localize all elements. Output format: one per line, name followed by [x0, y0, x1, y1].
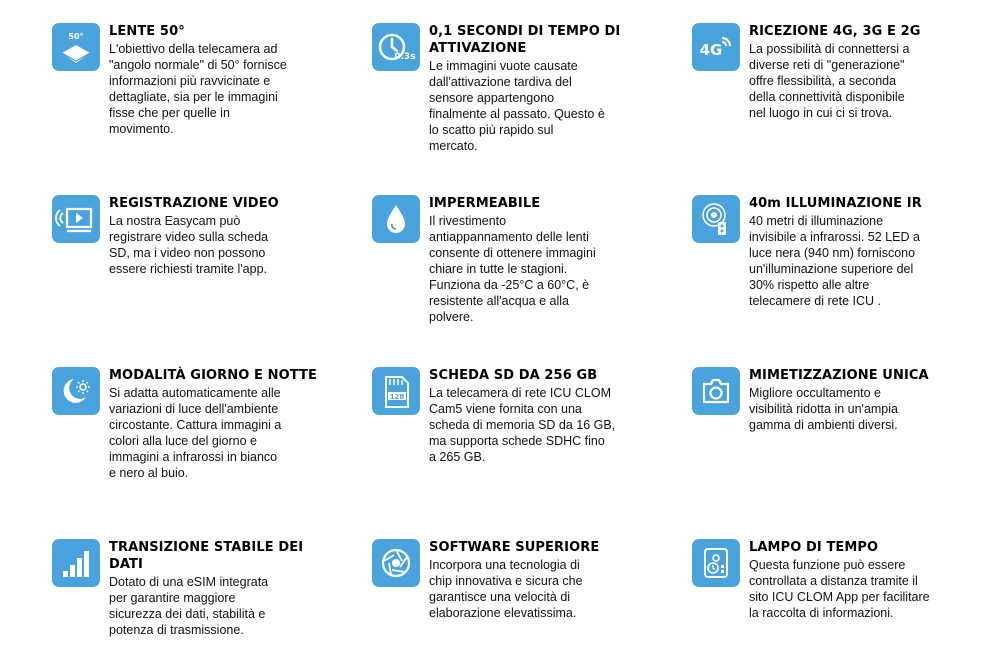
feature-title: SCHEDA SD DA 256 GB [429, 368, 598, 383]
video-record-icon [52, 195, 100, 243]
4g-signal-icon [692, 23, 740, 71]
feature-title: SOFTWARE SUPERIORE [429, 540, 600, 555]
feature-title: 40m ILLUMINAZIONE IR [749, 196, 922, 211]
feature-title: 0,1 SECONDI DI TEMPO DI ATTIVAZIONE [429, 24, 621, 56]
lens-50-icon [52, 23, 100, 71]
ir-illumination-icon [692, 195, 740, 243]
feature-title: REGISTRAZIONE VIDEO [109, 196, 279, 211]
feature-description: Migliore occultamento e visibilità ridotta in un'ampia gamma di ambienti diversi. [749, 386, 898, 432]
feature-title: IMPERMEABILE [429, 196, 541, 211]
feature-description: La possibilità di connettersi a diverse reti di "generazione" offre flessibilità, a seconda della connettività disponibile nel luogo in cui ci si trova. [749, 42, 910, 120]
feature-title: LENTE 50° [109, 24, 185, 39]
camera-icon [692, 367, 740, 415]
svg-text:4G: 4G [699, 41, 723, 59]
feature-description: Incorpora una tecnologia di chip innovativa e sicura che garantisce una velocità di elaborazione elevatissima. [429, 558, 583, 620]
timer-icon [372, 23, 420, 71]
svg-text:0.3s: 0.3s [394, 52, 416, 62]
feature-description: Il rivestimento antiappannamento delle lenti consente di ottenere immagini chiare in tutte le stagioni. Funziona da -25°C a 60°C, è resistente all'acqua e alla polvere. [429, 214, 596, 324]
feature-description: Questa funzione può essere controllata a distanza tramite il sito ICU CLOM App per facilitare la raccolta di informazioni. [749, 558, 930, 620]
feature-description: Dotato di una eSIM integrata per garantire maggiore sicurezza dei dati, stabilità e potenza di trasmissione. [109, 575, 269, 637]
sd-card-icon [372, 367, 420, 415]
feature-title: LAMPO DI TEMPO [749, 540, 879, 555]
feature-description: Si adatta automaticamente alle variazioni di luce dell'ambiente circostante. Cattura immagini a colori alla luce del giorno e immagini a infrarossi in bianco e nero al buio. [109, 386, 282, 480]
feature-description: La telecamera di rete ICU CLOM Cam5 viene fornita con una scheda di memoria SD da 16 GB, ma supporta schede SDHC fino a 265 GB. [429, 386, 616, 464]
feature-description: 40 metri di illuminazione invisibile a infrarossi. 52 LED a luce nera (940 nm) forniscono un'illuminazione superiore del 30% rispetto alle altre telecamere di rete ICU . [749, 214, 920, 308]
day-night-icon [52, 367, 100, 415]
feature-description: La nostra Easycam può registrare video sulla scheda SD, ma i video non possono essere richiesti tramite l'app. [109, 214, 269, 276]
svg-text:50°: 50° [68, 32, 84, 41]
feature-title: MIMETIZZAZIONE UNICA [749, 368, 929, 383]
aperture-icon [372, 539, 420, 587]
signal-bars-icon [52, 539, 100, 587]
feature-title: MODALITÀ GIORNO E NOTTE [109, 368, 317, 383]
svg-text:128: 128 [389, 393, 405, 401]
feature-description: L'obiettivo della telecamera ad "angolo normale" di 50° fornisce informazioni più ravvicinate e dettagliate, sia per le immagini fisse che per quelle in movimento. [109, 42, 287, 136]
feature-title: TRANSIZIONE STABILE DEI DATI [109, 540, 304, 572]
timelapse-icon [692, 539, 740, 587]
feature-description: Le immagini vuote causate dall'attivazione tardiva del sensore appartengono finalmente al passato. Questo è lo scatto più rapido sul mercato. [429, 59, 605, 153]
feature-title: RICEZIONE 4G, 3G E 2G [749, 24, 921, 39]
water-drop-icon [372, 195, 420, 243]
